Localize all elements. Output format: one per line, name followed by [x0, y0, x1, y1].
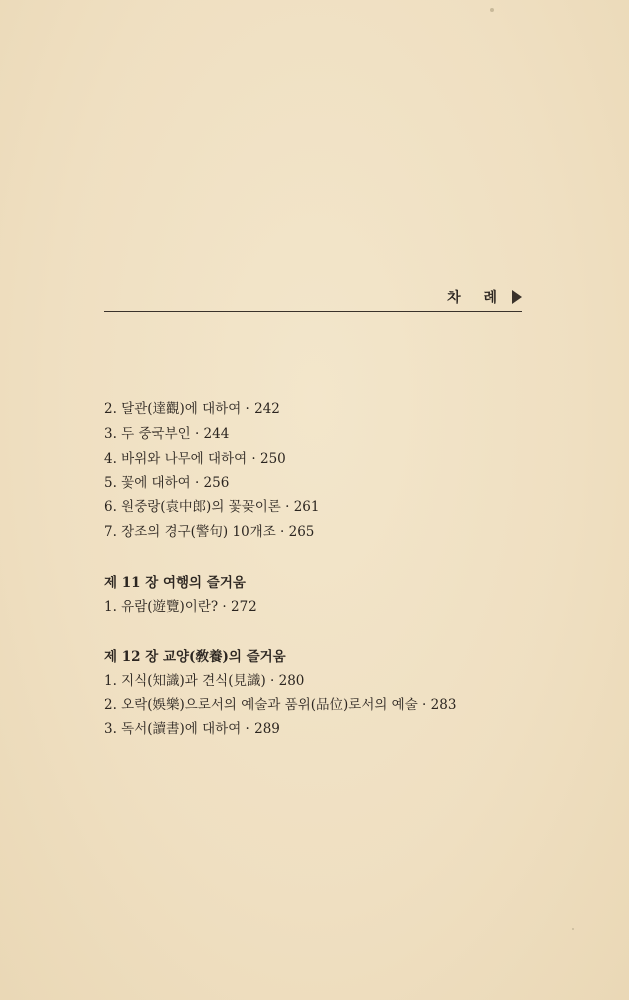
toc-entry: 1. 유람(遊覽)이란? · 272: [104, 599, 257, 615]
toc-entry: 1. 지식(知識)과 견식(見識) · 280: [104, 673, 305, 689]
paper-speck: [572, 928, 574, 930]
toc-entry: 5. 꽃에 대하여 · 256: [104, 475, 230, 491]
toc-header: [104, 285, 522, 312]
paper-speck: [490, 8, 494, 12]
toc-entry: 2. 오락(娛樂)으로서의 예술과 품위(品位)로서의 예술 · 283: [104, 697, 457, 713]
toc-entry: 4. 바위와 나무에 대하여 · 250: [104, 451, 286, 467]
toc-entry: 3. 독서(讀書)에 대하여 · 289: [104, 721, 280, 737]
toc-entry: 3. 두 중국부인 · 244: [104, 426, 230, 442]
toc-entry: 6. 원중랑(袁中郎)의 꽃꽂이론 · 261: [104, 499, 320, 515]
toc-entry: 7. 장조의 경구(警句) 10개조 · 265: [104, 524, 315, 540]
chapter-heading: 제 12 장 교양(敎養)의 즐거움: [104, 649, 286, 665]
triangle-arrow-icon: [512, 290, 522, 304]
toc-title: 차 례: [447, 290, 506, 306]
toc-entry: 2. 달관(達觀)에 대하여 · 242: [104, 401, 280, 417]
chapter-heading: 제 11 장 여행의 즐거움: [104, 575, 246, 591]
